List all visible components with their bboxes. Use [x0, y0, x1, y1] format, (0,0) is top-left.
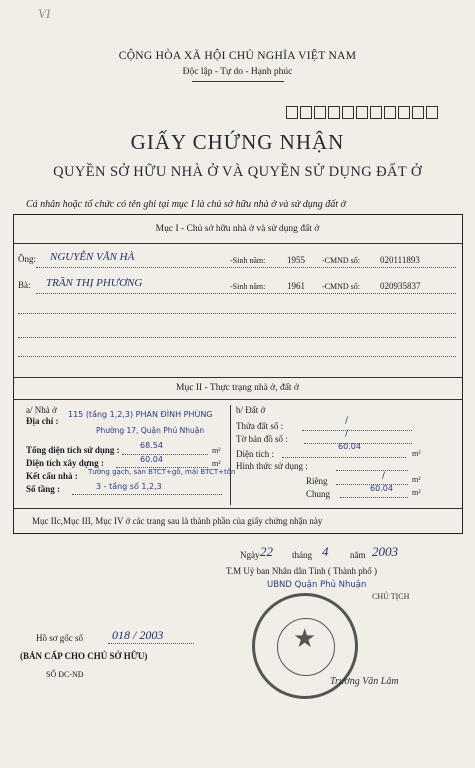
- address-line2: Phường 17, Quận Phú Nhuận: [96, 426, 205, 435]
- land-area-label: Diện tích :: [236, 449, 274, 459]
- owner2-title: Bà:: [18, 280, 31, 290]
- date-year: 2003: [372, 544, 398, 559]
- built-area-unit: m²: [212, 459, 221, 468]
- owner1-id-label: -CMND số:: [322, 256, 361, 265]
- section2-heading: Mục II - Thực trạng nhà ở, đất ở: [176, 383, 299, 393]
- shared-unit: m²: [412, 488, 421, 497]
- owner2-id: 020935837: [380, 281, 421, 291]
- serial-boxes: [286, 106, 440, 119]
- date-day: 22: [260, 544, 273, 559]
- land-area-value: 60.04: [338, 442, 361, 451]
- dc-label: SỐ ĐC-NĐ: [46, 670, 84, 679]
- certificate-subtitle: QUYỀN SỞ HỮU NHÀ Ở VÀ QUYỀN SỬ DỤNG ĐẤT Ở: [53, 164, 422, 180]
- private-value: /: [382, 471, 386, 481]
- floors-value: 3 - tầng số 1,2,3: [96, 482, 162, 491]
- official-seal-icon: ★: [252, 593, 358, 699]
- owner1-birth: 1955: [287, 255, 305, 265]
- record-number: 018 / 2003: [112, 628, 164, 642]
- owner1-name: NGUYỄN VĂN HÀ: [50, 251, 135, 263]
- total-area-value: 68.54: [140, 441, 163, 450]
- built-area-label: Diện tích xây dựng :: [26, 458, 104, 468]
- shared-label: Chung: [306, 489, 331, 499]
- parcel-label: Thửa đất số :: [236, 421, 284, 431]
- map-value: /: [345, 429, 349, 439]
- structure-label: Kết cấu nhà :: [26, 471, 78, 481]
- signer-name: Trương Văn Lâm: [330, 676, 399, 687]
- date-prefix: Ngày: [240, 550, 260, 560]
- shared-value: 60.04: [370, 484, 393, 493]
- intro-text: Cá nhân hoặc tổ chức có tên ghi tại mục I là chủ sở hữu nhà ở và sử dụng đất ở: [26, 199, 346, 210]
- land-area-unit: m²: [412, 449, 421, 458]
- certificate-title: GIẤY CHỨNG NHẬN: [130, 130, 345, 154]
- divider: [13, 243, 462, 244]
- built-area-value: 60.04: [140, 455, 163, 464]
- authority-role: CHỦ TỊCH: [372, 592, 410, 601]
- section1-heading: Mục I - Chủ sở hữu nhà ở và sử dụng đất ở: [155, 224, 320, 234]
- motto: Độc lập - Tự do - Hạnh phúc: [182, 67, 293, 77]
- owner2-birth: 1961: [287, 281, 305, 291]
- house-label: a/ Nhà ở: [26, 405, 57, 415]
- divider: [13, 508, 462, 509]
- usage-label: Hình thức sử dụng :: [236, 461, 308, 471]
- owner2-id-label: -CMND số:: [322, 282, 361, 291]
- private-unit: m²: [412, 475, 421, 484]
- date-month: 4: [322, 544, 329, 559]
- land-label: b/ Đất ở: [236, 405, 266, 415]
- authority-line2: UBND Quận Phú Nhuận: [267, 580, 367, 590]
- date-year-label: năm: [350, 550, 366, 560]
- divider: [13, 399, 462, 400]
- private-label: Riêng: [306, 476, 328, 486]
- map-label: Tờ bản đồ số :: [236, 434, 288, 444]
- total-area-unit: m²: [212, 446, 221, 455]
- corner-mark: VI: [38, 6, 51, 21]
- owner2-birth-label: -Sinh năm:: [230, 282, 266, 291]
- date-month-label: tháng: [292, 550, 312, 560]
- footer-note: Mục IIc,Mục III, Mục IV ở các trang sau là thành phần của giấy chứng nhận này: [32, 516, 323, 526]
- column-divider: [230, 405, 231, 505]
- owner1-id: 020111893: [380, 255, 420, 265]
- nation-heading: CỘNG HÒA XÃ HỘI CHỦ NGHĨA VIỆT NAM: [118, 50, 357, 62]
- record-label: Hồ sơ gốc số: [36, 633, 84, 643]
- address-line1: 115 (tầng 1,2,3) PHAN ĐÌNH PHÙNG: [68, 410, 213, 419]
- parcel-value: /: [345, 416, 349, 426]
- divider: [13, 377, 462, 378]
- total-area-label: Tổng diện tích sử dụng :: [26, 445, 120, 455]
- motto-underline: [192, 81, 284, 82]
- floors-label: Số tầng :: [26, 484, 61, 494]
- authority-line1: T.M Uỷ ban Nhân dân Tỉnh ( Thành phố ): [226, 566, 377, 576]
- owner1-title: Ông:: [18, 254, 36, 264]
- owner2-name: TRẦN THỊ PHƯƠNG: [46, 277, 143, 289]
- address-label: Địa chỉ :: [26, 416, 59, 426]
- owner1-birth-label: -Sinh năm:: [230, 256, 266, 265]
- structure-value: Tường gạch, sàn BTCT+gỗ, mái BTCT+tôn: [88, 468, 236, 476]
- copy-note: (BẢN CẤP CHO CHỦ SỞ HỮU): [20, 651, 148, 661]
